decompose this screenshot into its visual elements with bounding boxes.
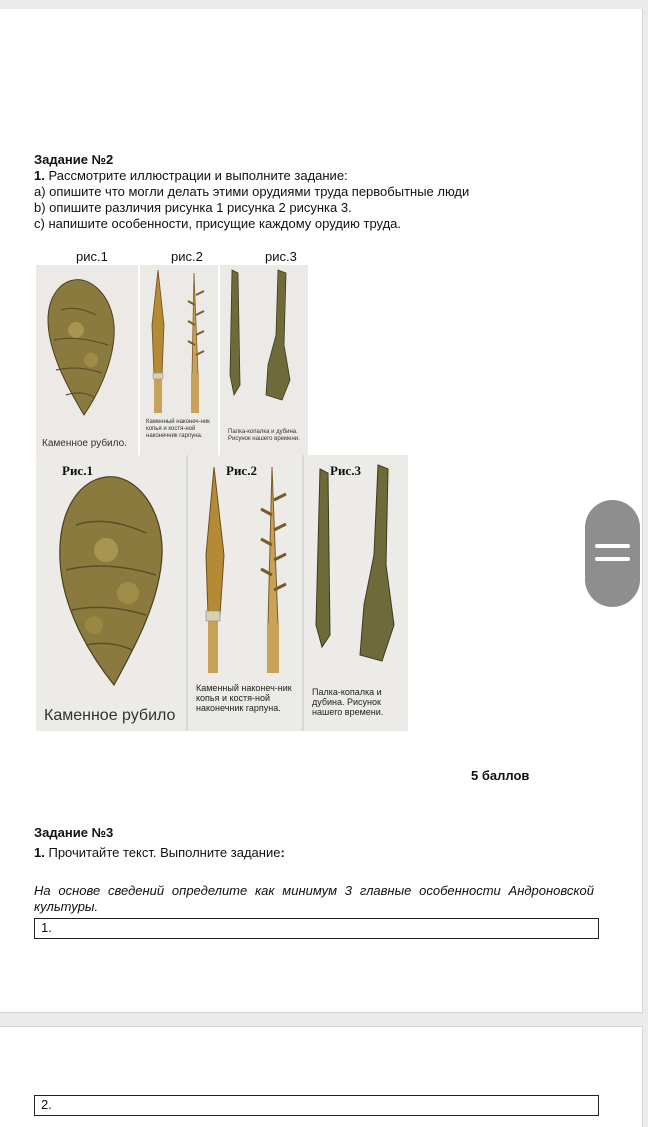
scroll-handle[interactable] bbox=[585, 500, 640, 607]
task3-item-colon: : bbox=[280, 845, 285, 860]
large-fig-label-1: Рис.1 bbox=[62, 463, 93, 478]
task3-title: Задание №3 bbox=[34, 825, 114, 840]
answer-field-1[interactable] bbox=[34, 918, 599, 939]
spear-harpoon-image bbox=[140, 265, 218, 415]
large-fig-label-3: Рис.3 bbox=[330, 463, 361, 478]
hand-axe-image-large bbox=[36, 455, 186, 695]
task2-line-a: a) опишите что могли делать этими орудиями труда первобытные люди bbox=[34, 184, 470, 199]
large-fig-label-2: Рис.2 bbox=[226, 463, 257, 478]
small-fig-caption-3: Палка-копалка и дубина. Рисунок нашего времени. bbox=[228, 429, 300, 442]
answer-field-2-label: 2. bbox=[41, 1097, 52, 1112]
task3-prompt: На основе сведений определите как минимум 3 главные особенности Андроновской культуры. bbox=[34, 883, 594, 914]
small-fig-panel-1 bbox=[36, 265, 138, 455]
task2-score: 5 баллов bbox=[471, 768, 530, 783]
task2-line-c: c) напишите особенности, присущие каждому орудию труда. bbox=[34, 216, 402, 231]
small-fig-label-3: рис.3 bbox=[265, 249, 297, 264]
small-fig-caption-1: Каменное рубило. bbox=[42, 438, 127, 449]
task2-item-number: 1. bbox=[34, 168, 45, 183]
large-fig-panel-1 bbox=[36, 455, 186, 731]
task3-item bbox=[34, 845, 285, 861]
large-fig-caption-1: Каменное рубило bbox=[44, 707, 176, 724]
small-fig-label-1: рис.1 bbox=[76, 249, 108, 264]
answer-field-2[interactable] bbox=[34, 1095, 599, 1116]
task3-item-text: Прочитайте текст. Выполните задание bbox=[48, 845, 281, 860]
task2-line-b: b) опишите различия рисунка 1 рисунка 2 рисунка 3. bbox=[34, 200, 352, 215]
small-fig-label-2: рис.2 bbox=[171, 249, 203, 264]
large-fig-panel-3 bbox=[304, 455, 408, 731]
large-figure bbox=[36, 455, 408, 731]
document-page-1 bbox=[0, 9, 643, 1013]
spear-harpoon-image-large bbox=[188, 455, 302, 675]
digging-stick-club-image bbox=[220, 265, 308, 415]
large-fig-caption-3: Палка-копалка и дубина. Рисунок нашего времени. bbox=[312, 687, 384, 717]
large-fig-panel-2 bbox=[188, 455, 302, 731]
digging-stick-club-image-large bbox=[304, 455, 408, 675]
answer-field-1-label: 1. bbox=[41, 920, 52, 935]
task2-title: Задание №2 bbox=[34, 152, 114, 167]
small-fig-panel-2 bbox=[140, 265, 218, 455]
small-figure bbox=[36, 265, 308, 455]
small-fig-panel-3 bbox=[220, 265, 308, 455]
small-fig-caption-2: Каменный наконеч-ник копья и костя-ной наконечник гарпуна. bbox=[146, 419, 210, 439]
document-page-2 bbox=[0, 1026, 643, 1127]
large-fig-caption-2: Каменный наконеч-ник копья и костя-ной наконечник гарпуна. bbox=[196, 683, 292, 713]
hand-axe-image bbox=[36, 265, 138, 455]
task3-item-number: 1. bbox=[34, 845, 45, 860]
task2-item-text: Рассмотрите иллюстрации и выполните задание: bbox=[48, 168, 348, 183]
task2-item bbox=[34, 168, 348, 184]
